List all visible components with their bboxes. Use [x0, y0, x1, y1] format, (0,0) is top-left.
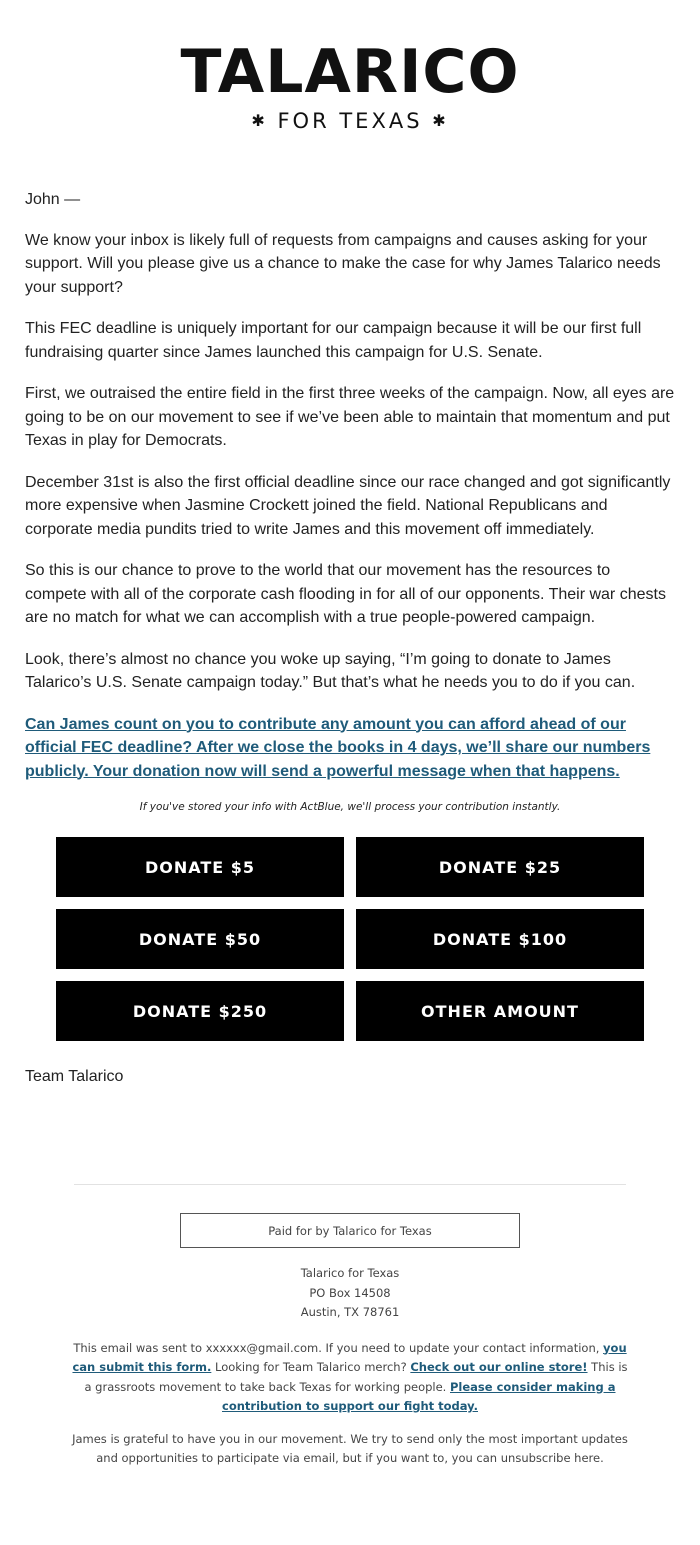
mailing-address [0, 1264, 700, 1323]
donate-5-button[interactable]: DONATE $5 [56, 837, 344, 897]
email-body [0, 188, 700, 783]
paragraph: Look, there’s almost no chance you woke up saying, “I’m going to donate to James Talarico’s U.S. Senate campaign today.” But that’s what he needs you to do if you can. [25, 650, 636, 691]
address-line: PO Box 14508 [309, 1285, 391, 1300]
other-amount-button[interactable]: OTHER AMOUNT [356, 981, 644, 1041]
footer [0, 1213, 700, 1469]
donate-25-button[interactable]: DONATE $25 [356, 837, 644, 897]
unsubscribe-text: James is grateful to have you in our movement. We try to send only the most important updates and opportunities to participate via email, but if you want to, you can unsubscribe here. [72, 1431, 628, 1465]
paid-for-box: Paid for by Talarico for Texas [180, 1213, 520, 1248]
actblue-note: If you've stored your info with ActBlue, we'll process your contribution instantly. [139, 801, 561, 813]
donate-button-grid [56, 837, 644, 1041]
paragraph: December 31st is also the first official deadline since our race changed and got significantly more expensive when Jasmine Crockett joined the field. National Republicans and corporate media pundits tried to write James and this movement off immediately. [25, 473, 671, 538]
star-icon: ✱ [251, 111, 268, 130]
paragraph: This FEC deadline is uniquely important for our campaign because it will be our first full fundraising quarter since James launched this campaign for U.S. Senate. [25, 320, 642, 361]
donate-250-button[interactable]: DONATE $250 [56, 981, 344, 1041]
signoff: Team Talarico [25, 1068, 124, 1085]
campaign-logo [0, 0, 700, 160]
update-contact-link[interactable]: you can submit this form. [72, 1340, 627, 1374]
footer-divider [74, 1184, 626, 1185]
legal-text-part: Looking for Team Talarico merch? [211, 1360, 411, 1374]
online-store-link[interactable]: Check out our online store! [410, 1360, 588, 1374]
legal-text-part: This is a grassroots movement to take back Texas for working people. [84, 1360, 628, 1394]
donate-cta-link[interactable]: Can James count on you to contribute any amount you can afford ahead of our official FEC deadline? After we close the books in 4 days, we’ll share our numbers publicly. Your donation now will send a powerful message when that happens. [25, 715, 651, 780]
legal-text [70, 1339, 630, 1417]
legal-text-part: This email was sent to xxxxxx@gmail.com. If you need to update your contact information, [73, 1340, 604, 1355]
paragraph: So this is our chance to prove to the world that our movement has the resources to compete with all of the corporate cash flooding in for all of our opponents. Their war chests are no match for what we can accomplish with a true people-powered campaign. [25, 562, 666, 626]
donate-100-button[interactable]: DONATE $100 [356, 909, 644, 969]
logo-subtitle-text: FOR TEXAS [277, 109, 423, 133]
star-icon: ✱ [432, 111, 449, 130]
paragraph: We know your inbox is likely full of requests from campaigns and causes asking for your support. Will you please give us a chance to make the case for why James Talarico needs your support? [25, 231, 661, 296]
greeting: John — [25, 191, 81, 208]
address-line: Austin, TX 78761 [300, 1305, 400, 1319]
donate-50-button[interactable]: DONATE $50 [56, 909, 344, 969]
paragraph: First, we outraised the entire field in the first three weeks of the campaign. Now, all eyes are going to be on our movement to see if we’ve been able to maintain that momentum and put Texas in play for Democrats. [25, 385, 675, 449]
address-line: Talarico for Texas [300, 1266, 400, 1280]
logo-subtitle [0, 108, 700, 134]
logo-title: TALARICO [180, 37, 520, 107]
contribute-link[interactable]: Please consider making a contribution to support our fight today. [222, 1379, 616, 1413]
